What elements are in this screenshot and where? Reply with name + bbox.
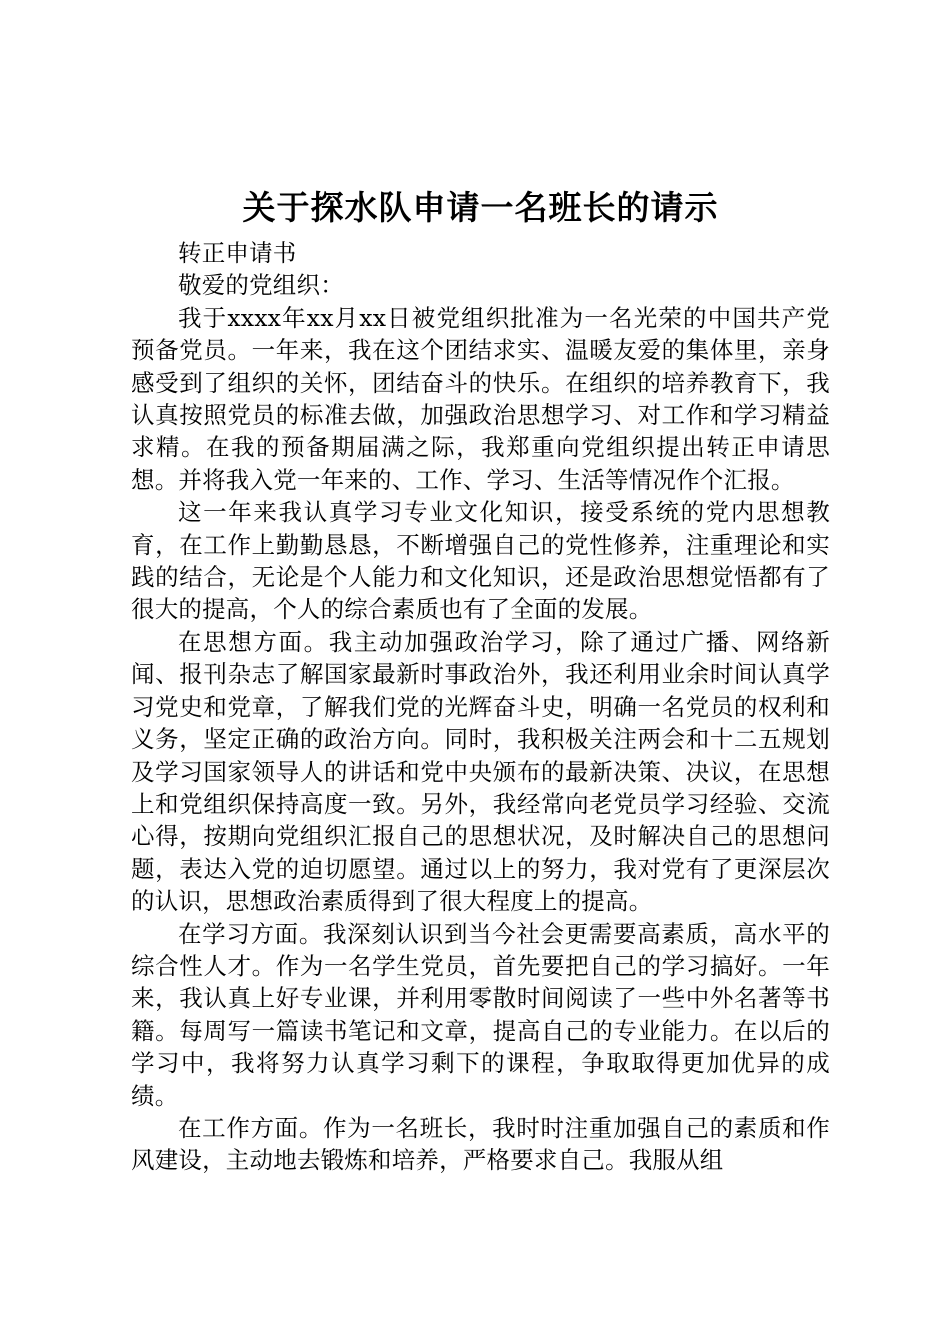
paragraph-thought: 在思想方面。我主动加强政治学习，除了通过广播、网络新闻、报刊杂志了解国家最新时事政治外，我还利用业余时间认真学习党史和党章，了解我们党的光辉奋斗史，明确一名党员的权利和义务，坚定正确的政治方向。同时，我积极关注两会和十二五规划及学习国家领导人的讲话和党中央颁布的最新决策、决议，在思想上和党组织保持高度一致。另外，我经常向老党员学习经验、交流心得，按期向党组织汇报自己的思想状况，及时解决自己的思想问题，表达入党的迫切愿望。通过以上的努力，我对党有了更深层次的认识，思想政治素质得到了很大程度上的提高。 bbox=[131, 627, 830, 916]
paragraph-overview: 这一年来我认真学习专业文化知识，接受系统的党内思想教育，在工作上勤勤恳恳，不断增强自己的党性修养，注重理论和实践的结合，无论是个人能力和文化知识，还是政治思想觉悟都有了很大的提高，个人的综合素质也有了全面的发展。 bbox=[131, 498, 830, 624]
paragraph-study: 在学习方面。我深刻认识到当今社会更需要高素质，高水平的综合性人才。作为一名学生党员，首先要把自己的学习搞好。一年来，我认真上好专业课，并利用零散时间阅读了一些中外名著等书籍。每周写一篇读书笔记和文章，提高自己的专业能力。在以后的学习中，我将努力认真学习剩下的课程，争取取得更加优异的成绩。 bbox=[131, 919, 830, 1110]
paragraph-work: 在工作方面。作为一名班长，我时时注重加强自己的素质和作风建设，主动地去锻炼和培养，严格要求自己。我服从组 bbox=[131, 1113, 830, 1175]
document-title: 关于探水队申请一名班长的请示 bbox=[242, 188, 719, 227]
document-page bbox=[131, 183, 830, 1177]
document-subtitle: 转正申请书 bbox=[178, 239, 297, 267]
paragraph-intro: 我于xxxx年xx月xx日被党组织批准为一名光荣的中国共产党预备党员。一年来，我在这个团结求实、温暖友爱的集体里，亲身感受到了组织的关怀，团结奋斗的快乐。在组织的培养教育下，我认真按照党员的标准去做，加强政治思想学习、对工作和学习精益求精。在我的预备期届满之际，我郑重向党组织提出转正申请思想。并将我入党一年来的、工作、学习、生活等情况作个汇报。 bbox=[131, 303, 830, 494]
salutation: 敬爱的党组织： bbox=[178, 271, 344, 300]
